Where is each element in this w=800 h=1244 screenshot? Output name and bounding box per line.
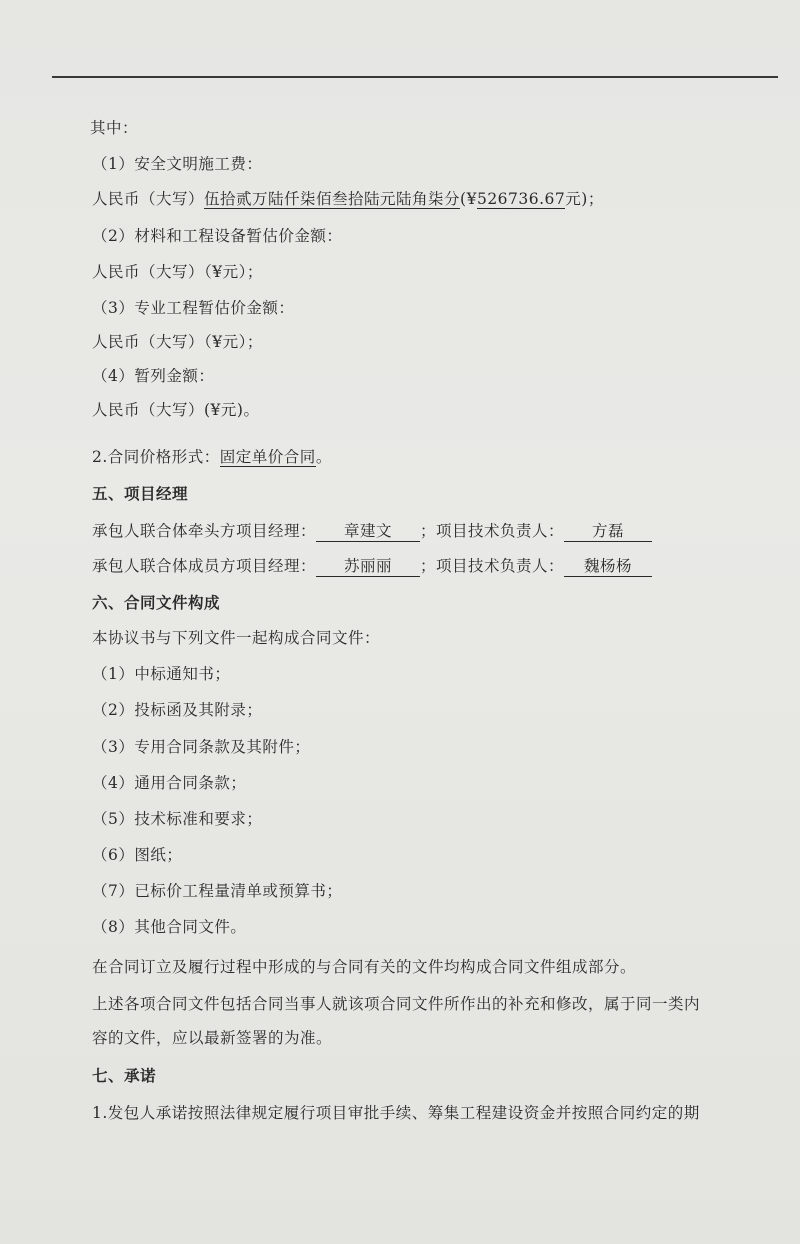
doc-list-item: （4）通用合同条款；	[92, 774, 247, 792]
item2-label: （2）材料和工程设备暂估价金额：	[92, 227, 343, 245]
item1-amount-num-open: (¥	[460, 190, 477, 208]
section6-para2-line1: 上述各项合同文件包括合同当事人就该项合同文件所作出的补充和修改，属于同一类内	[92, 995, 701, 1013]
section7-heading: 七、承诺	[92, 1066, 157, 1085]
label-qizhong: 其中：	[90, 119, 139, 137]
item4-label: （4）暂列金额：	[92, 367, 215, 385]
pm-row-lead-tech: 方磊	[564, 522, 652, 542]
pm-row-member-mid: ；项目技术负责人：	[420, 557, 565, 575]
section6-intro: 本协议书与下列文件一起构成合同文件：	[92, 629, 381, 647]
item3-label: （3）专业工程暂估价金额：	[92, 299, 295, 317]
pm-row-lead	[92, 521, 652, 542]
section7-para1-line1: 1.发包人承诺按照法律规定履行项目审批手续、筹集工程建设资金并按照合同约定的期	[92, 1104, 700, 1122]
section5-heading: 五、项目经理	[92, 484, 189, 503]
item1-amount-words: 伍拾贰万陆仟柒佰叁拾陆元陆角柒分	[204, 190, 461, 208]
price-form-suffix: 。	[315, 448, 332, 466]
doc-list-item: （7）已标价工程量清单或预算书；	[92, 882, 343, 900]
pm-row-member	[92, 556, 652, 577]
section6-heading: 六、合同文件构成	[92, 593, 221, 612]
doc-list-item: （8）其他合同文件。	[92, 918, 247, 936]
doc-list-item: （2）投标函及其附录；	[92, 701, 263, 719]
price-form-value: 固定单价合同	[219, 448, 316, 466]
pm-row-lead-manager: 章建文	[316, 522, 420, 542]
doc-list-item: （5）技术标准和要求；	[92, 810, 263, 828]
section6-para2-line2: 容的文件，应以最新签署的为准。	[92, 1029, 333, 1047]
item3-amount: 人民币（大写）（¥元）；	[92, 333, 263, 351]
item1-amount-prefix: 人民币（大写）	[92, 190, 205, 208]
pm-row-lead-mid: ；项目技术负责人：	[420, 522, 565, 540]
header-rule	[52, 76, 778, 78]
price-form-prefix: 2.合同价格形式：	[92, 448, 220, 466]
item2-amount: 人民币（大写）（¥元）；	[92, 263, 263, 281]
item4-amount: 人民币（大写）(¥元)。	[92, 401, 260, 419]
pm-row-member-manager: 苏丽丽	[316, 557, 420, 577]
pm-row-member-label: 承包人联合体成员方项目经理：	[92, 557, 317, 575]
pm-row-member-tech: 魏杨杨	[564, 557, 652, 577]
section6-para1: 在合同订立及履行过程中形成的与合同有关的文件均构成合同文件组成部分。	[92, 958, 637, 976]
doc-list-item: （6）图纸；	[92, 846, 183, 864]
price-form-line	[92, 447, 332, 467]
item1-amount-num: 526736.67	[476, 190, 566, 208]
item1-label: （1）安全文明施工费：	[92, 155, 263, 173]
item1-amount-num-close: 元)；	[565, 190, 604, 208]
doc-list-item: （1）中标通知书；	[92, 665, 231, 683]
item1-amount-line	[92, 189, 604, 209]
doc-list-item: （3）专用合同条款及其附件；	[92, 738, 311, 756]
pm-row-lead-label: 承包人联合体牵头方项目经理：	[92, 522, 317, 540]
